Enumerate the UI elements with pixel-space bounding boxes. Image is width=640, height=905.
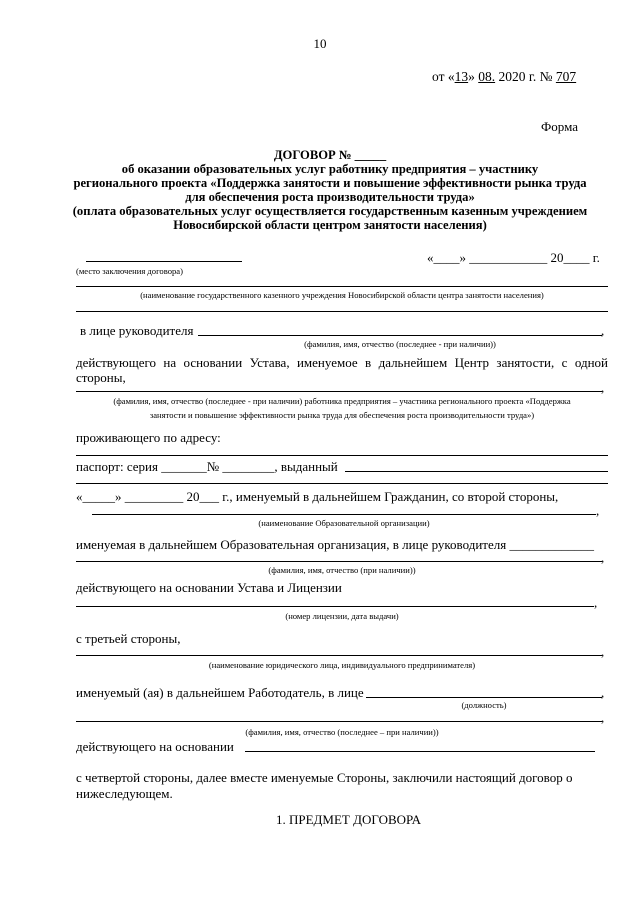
order-mid: » [468, 69, 479, 84]
title-line-6: Новосибирской области центром занятости населения) [173, 218, 487, 232]
order-day: 13 [454, 69, 469, 84]
employer-position-line [366, 697, 602, 698]
center-name-caption: (наименование государственного казенного учреждения Новосибирской области центра занятости населения) [140, 290, 544, 300]
edu-name-line [92, 514, 596, 515]
order-year: 2020 г. № [495, 69, 556, 84]
acting-basis-text: действующего на основании [76, 739, 234, 754]
place-caption: (место заключения договора) [76, 266, 183, 276]
basis-line [245, 751, 595, 752]
edu-org-text: именуемая в дальнейшем Образовательная организация, в лице руководителя _____________ [76, 537, 594, 552]
fio-caption-3: (фамилия, имя, отчество (последнее – при наличии)) [245, 727, 439, 737]
edu-name-caption: (наименование Образовательной организации) [258, 518, 430, 528]
fio-caption-2: (фамилия, имя, отчество (при наличии)) [268, 565, 416, 575]
citizen-text: «_____» _________ 20___ г., именуемый в дальнейшем Гражданин, со второй стороны, [76, 489, 559, 504]
acting-license-text: действующего на основании Устава и Лицензии [76, 580, 342, 595]
comma: , [601, 685, 605, 700]
contract-title: ДОГОВОР № _____ [273, 148, 387, 162]
page-number: 10 [313, 36, 327, 51]
acting-text-line-2: стороны, [76, 370, 126, 385]
position-caption: (должность) [461, 700, 507, 710]
comma: , [601, 550, 605, 565]
comma: , [601, 644, 605, 659]
title-line-3: регионального проекта «Поддержка занятости и повышение эффективности рынка труда [73, 176, 587, 190]
center-name-line [76, 286, 608, 287]
worker-fio-line [76, 391, 602, 392]
comma: , [601, 323, 605, 338]
fourth-party-line-1: с четвертой стороны, далее вместе именуемые Стороны, заключили настоящий договор о [76, 770, 573, 785]
license-caption: (номер лицензии, дата выдачи) [285, 611, 399, 621]
passport-issued-line [345, 471, 608, 472]
employer-text: именуемый (ая) в дальнейшем Работодатель, в лице [76, 685, 364, 700]
title-line-4: для обеспечения роста производительности труда» [185, 190, 475, 204]
passport-line-2 [76, 483, 608, 484]
head-fio-line [198, 335, 602, 336]
order-number: 707 [555, 69, 577, 84]
fio-caption-1: (фамилия, имя, отчество (последнее - при наличии)) [304, 339, 496, 349]
comma: , [601, 710, 605, 725]
order-month: 08. [478, 69, 496, 84]
employer-fio-line [76, 721, 602, 722]
center-name-line-2 [76, 311, 608, 312]
third-party-text: с третьей стороны, [76, 631, 181, 646]
employer-name-line [76, 655, 602, 656]
form-label: Форма [541, 119, 578, 134]
comma: , [601, 380, 605, 395]
fourth-party-line-2: нижеследующем. [76, 786, 173, 801]
order-prefix: от « [432, 69, 455, 84]
in-person-label: в лице руководителя [80, 323, 194, 338]
comma: , [594, 595, 598, 610]
address-line [76, 455, 608, 456]
worker-caption-1: (фамилия, имя, отчество (последнее - при наличии) работника предприятия – участника регионального проекта «Поддержка [113, 396, 571, 406]
license-line [76, 606, 594, 607]
residing-label: проживающего по адресу: [76, 430, 221, 445]
title-line-2: об оказании образовательных услуг работнику предприятия – участнику [121, 162, 539, 176]
contract-date: «____» ____________ 20____ г. [427, 250, 600, 265]
comma: , [596, 503, 600, 518]
worker-caption-2: занятости и повышение эффективности рынка труда для обеспечения роста производительности труда») [149, 410, 535, 420]
section-title: 1. ПРЕДМЕТ ДОГОВОРА [276, 812, 421, 827]
acting-text-line-1: действующего на основании Устава, именуемое в дальнейшем Центр занятости, с одной [76, 355, 608, 370]
edu-head-fio-line [76, 561, 602, 562]
employer-name-caption: (наименование юридического лица, индивидуального предпринимателя) [208, 660, 476, 670]
title-line-5: (оплата образовательных услуг осуществляется государственным казенным учреждением [72, 204, 588, 218]
place-line [86, 261, 242, 262]
order-reference [432, 69, 576, 85]
passport-text: паспорт: серия _______№ ________, выданный [76, 459, 338, 474]
